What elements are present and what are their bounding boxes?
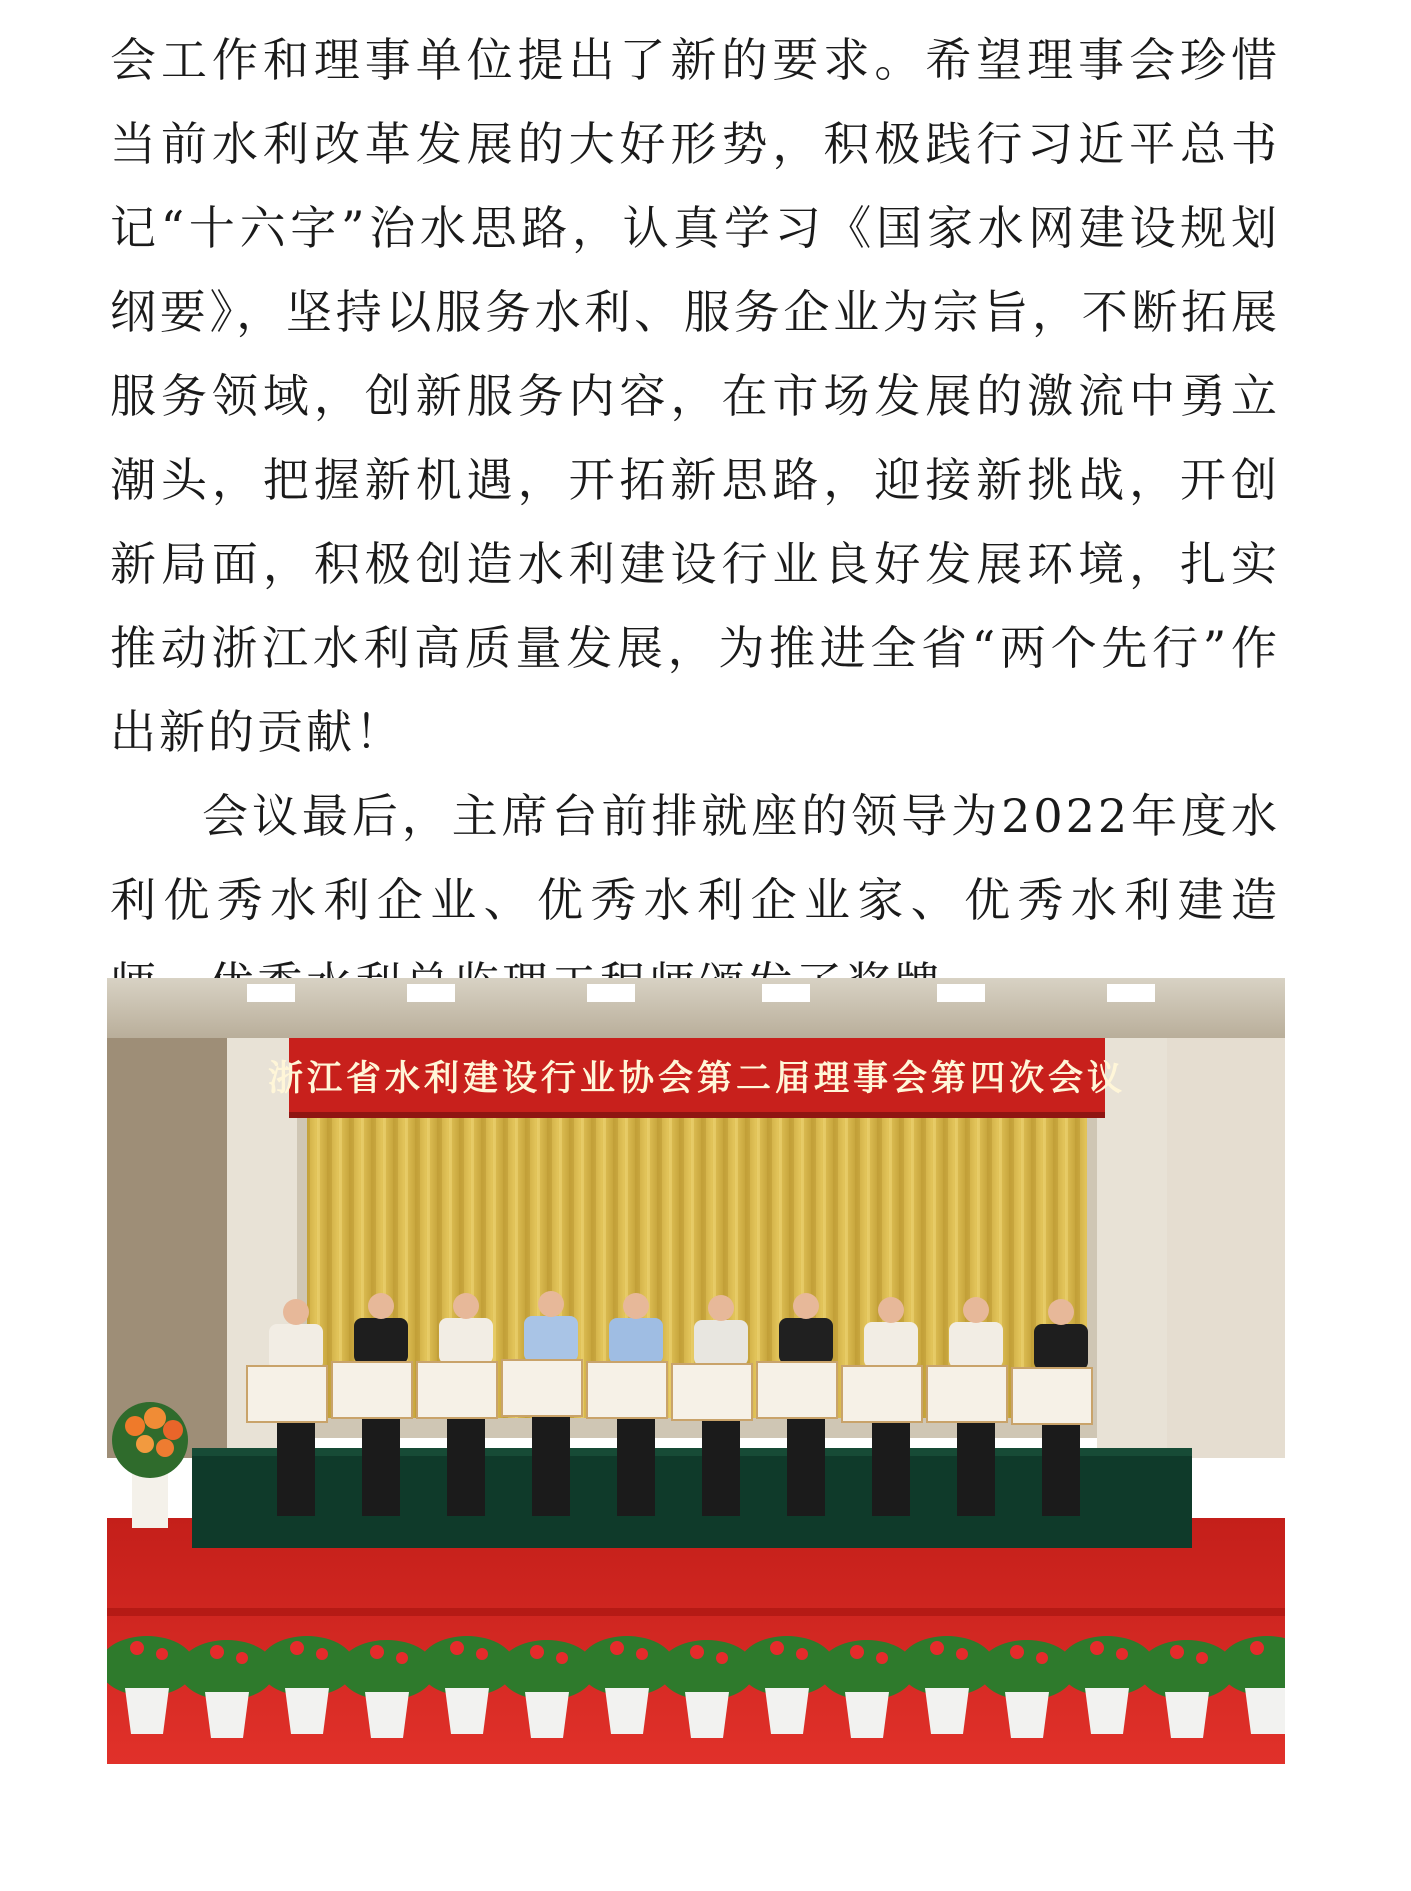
right-wall-panel — [1165, 1038, 1285, 1458]
paragraph-continuation: 会工作和理事单位提出了新的要求。希望理事会珍惜当前水利改革发展的大好形势，积极践行习近平总书记“十六字”治水思路，认真学习《国家水网建设规划纲要》，坚持以服务水利、服务企业为宗旨，不断拓展服务领域，创新服务内容，在市场发展的激流中勇立潮头，把握新机遇，开拓新思路，迎接新挑战，开创新局面，积极创造水利建设行业良好发展环境，扎实推动浙江水利高质量发展，为推进全省“两个先行”作出新的贡献！ — [110, 33, 1280, 759]
article-text — [110, 18, 1280, 1026]
flower-arrangement-left — [112, 1402, 188, 1528]
banner-text: 浙江省水利建设行业协会第二届理事会第四次会议 — [267, 1058, 1127, 1099]
right-pillar — [1097, 1038, 1167, 1458]
paragraph-award-ceremony: 会议最后，主席台前排就座的领导为2022年度水利优秀水利企业、优秀水利企业家、优秀水利建造 — [110, 789, 1280, 927]
left-wall-panel — [107, 1038, 227, 1458]
meeting-photo — [107, 978, 1285, 1764]
meeting-photo-illustration — [107, 978, 1285, 1764]
